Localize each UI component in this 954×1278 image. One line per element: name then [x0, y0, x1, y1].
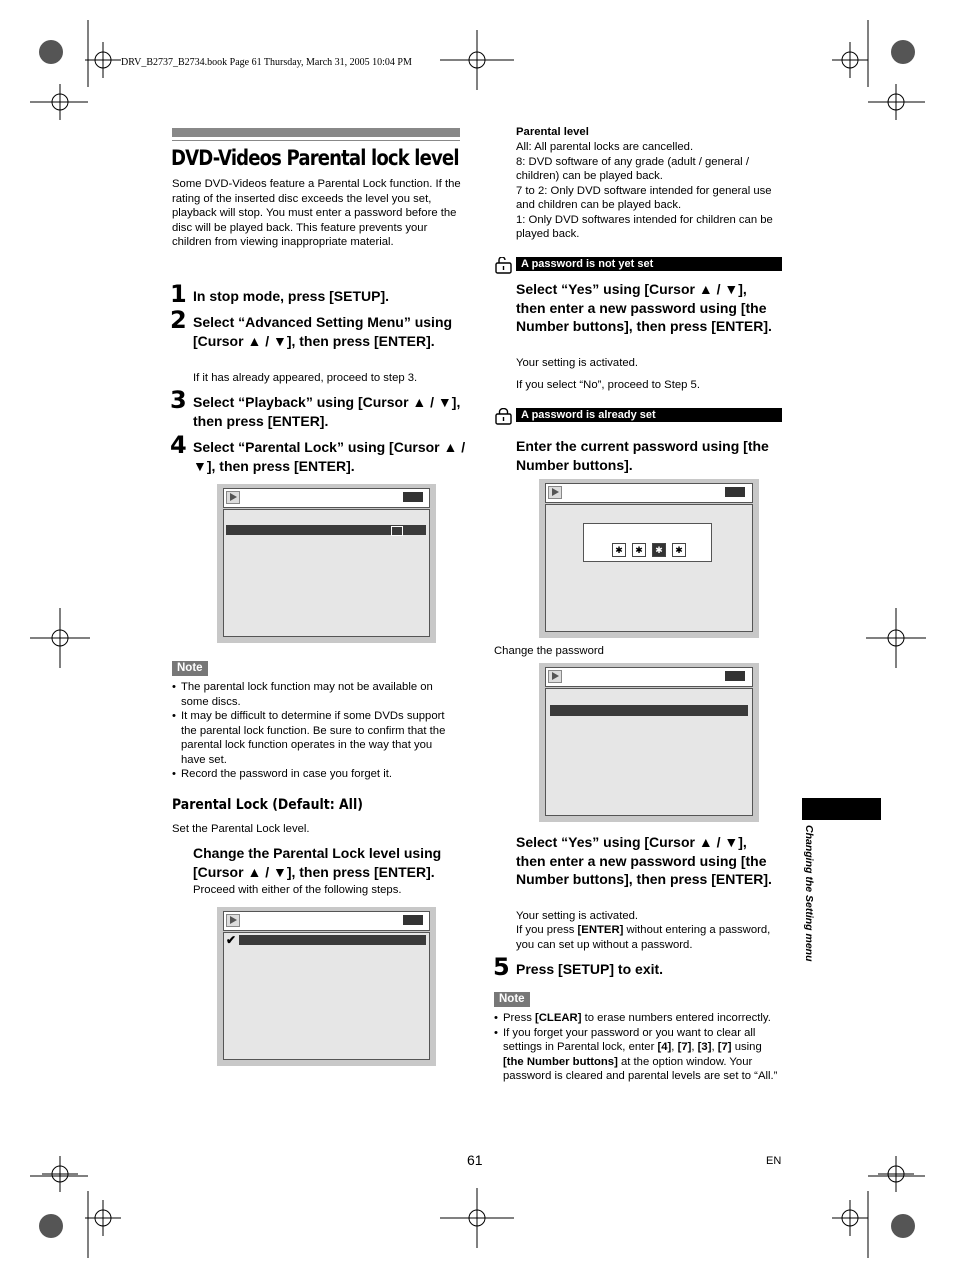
step-1-number: 1 — [170, 280, 187, 308]
play-icon — [548, 486, 562, 499]
step-2-number: 2 — [170, 306, 187, 334]
section-tab — [802, 798, 881, 820]
not-set-sub2: If you select “No”, proceed to Step 5. — [516, 379, 700, 391]
note-item: • Press [CLEAR] to erase numbers entered incorrectly. — [494, 1011, 784, 1026]
highlight-bar — [239, 935, 426, 945]
screen-parental-levels — [217, 907, 436, 1066]
not-set-instruction: Select “Yes” using [Cursor ▲ / ▼], then enter a new password using [the Number buttons], then press [ENTER]. — [516, 281, 772, 334]
notes-right — [494, 1011, 784, 1084]
already-set-instruction: Enter the current password using [the Number buttons]. — [516, 438, 769, 473]
unlocked-icon — [494, 257, 514, 274]
parental-lock-instruction: Change the Parental Lock level using [Cursor ▲ / ▼], then press [ENTER]. — [193, 845, 442, 880]
step-4-text: Select “Parental Lock” using [Cursor ▲ / ▼], then press [ENTER]. — [193, 439, 466, 474]
step-5-number: 5 — [493, 953, 510, 981]
step-2-sub: If it has already appeared, proceed to step 3. — [193, 372, 418, 384]
page-title: DVD-Videos Parental lock level — [171, 146, 459, 170]
change-password-instruction: Select “Yes” using [Cursor ▲ / ▼], then enter a new password using [the Number buttons], then press [ENTER]. — [516, 834, 772, 887]
locked-icon — [494, 408, 514, 425]
lock-icon — [391, 526, 403, 536]
parental-lock-heading: Parental Lock (Default: All) — [172, 797, 363, 813]
play-icon — [548, 670, 562, 683]
step-5-text: Press [SETUP] to exit. — [516, 961, 664, 977]
change-password-sub2: If you press [ENTER] without entering a password, you can set up without a password. — [516, 924, 771, 951]
parental-level-line: 8: DVD software of any grade (adult / general / children) can be played back. — [516, 155, 749, 182]
sidebar-label: Changing the Setting menu — [803, 825, 815, 962]
banner-already-set: A password is already set — [516, 408, 782, 422]
notes-left — [172, 680, 457, 782]
note-badge: Note — [172, 661, 208, 676]
title-bar — [172, 128, 460, 137]
note-item: • The parental lock function may not be available on some discs. — [172, 680, 457, 709]
note-item: • If you forget your password or you want to clear all settings in Parental lock, enter [4], [7], [3], [7] using [the Number buttons] at the option window. Your password is cleared and parental levels are set to “All.” — [494, 1026, 784, 1084]
play-icon — [226, 914, 240, 927]
language-code: EN — [766, 1155, 782, 1167]
page-number: 61 — [467, 1152, 483, 1168]
password-digit-active: ✱ — [652, 543, 666, 557]
parental-lock-sub: Proceed with either of the following steps. — [193, 884, 402, 896]
screen-indicator — [403, 492, 423, 502]
not-set-sub1: Your setting is activated. — [516, 357, 639, 369]
highlight-bar — [550, 705, 748, 716]
change-password-sub1: Your setting is activated. — [516, 910, 639, 922]
banner-not-set: A password is not yet set — [516, 257, 782, 271]
change-password-caption: Change the password — [494, 645, 604, 657]
parental-level-heading: Parental level — [516, 126, 589, 138]
password-box — [583, 523, 712, 562]
password-digit: ✱ — [632, 543, 646, 557]
title-rule — [172, 140, 460, 141]
parental-level-list — [516, 140, 781, 242]
screen-indicator — [403, 915, 423, 925]
parental-lock-desc: Set the Parental Lock level. — [172, 823, 310, 835]
parental-level-line: 7 to 2: Only DVD software intended for general use and children can be played back. — [516, 184, 772, 211]
note-badge-right: Note — [494, 992, 530, 1007]
password-digit: ✱ — [612, 543, 626, 557]
note-item: • It may be difficult to determine if some DVDs support the parental lock function. Be sure to confirm that the parental lock function operates in the way that you have set. — [172, 709, 457, 767]
play-icon — [226, 491, 240, 504]
password-digit: ✱ — [672, 543, 686, 557]
check-icon: ✔ — [226, 933, 237, 947]
step-3-number: 3 — [170, 386, 187, 414]
parental-level-line: 1: Only DVD softwares intended for children can be played back. — [516, 213, 773, 240]
screen-indicator — [725, 671, 745, 681]
screen-parental-menu — [217, 484, 436, 643]
screen-change-password — [539, 663, 759, 822]
step-4-number: 4 — [170, 431, 187, 459]
step-1-text: In stop mode, press [SETUP]. — [193, 288, 390, 304]
parental-level-line: All: All parental locks are cancelled. — [516, 141, 694, 153]
file-header: DRV_B2737_B2734.book Page 61 Thursday, March 31, 2005 10:04 PM — [121, 57, 412, 68]
step-3-text: Select “Playback” using [Cursor ▲ / ▼], then press [ENTER]. — [193, 394, 461, 429]
screen-password-entry — [539, 479, 759, 638]
screen-indicator — [725, 487, 745, 497]
intro-text: Some DVD-Videos feature a Parental Lock function. If the rating of the inserted disc exceeds the level you set, playback will stop. You must enter a password before the disc will be played back. This feature prevents your children from viewing inappropriate material. — [172, 178, 461, 248]
note-item: • Record the password in case you forget it. — [172, 767, 457, 782]
step-2-text: Select “Advanced Setting Menu” using [Cursor ▲ / ▼], then press [ENTER]. — [193, 314, 453, 349]
